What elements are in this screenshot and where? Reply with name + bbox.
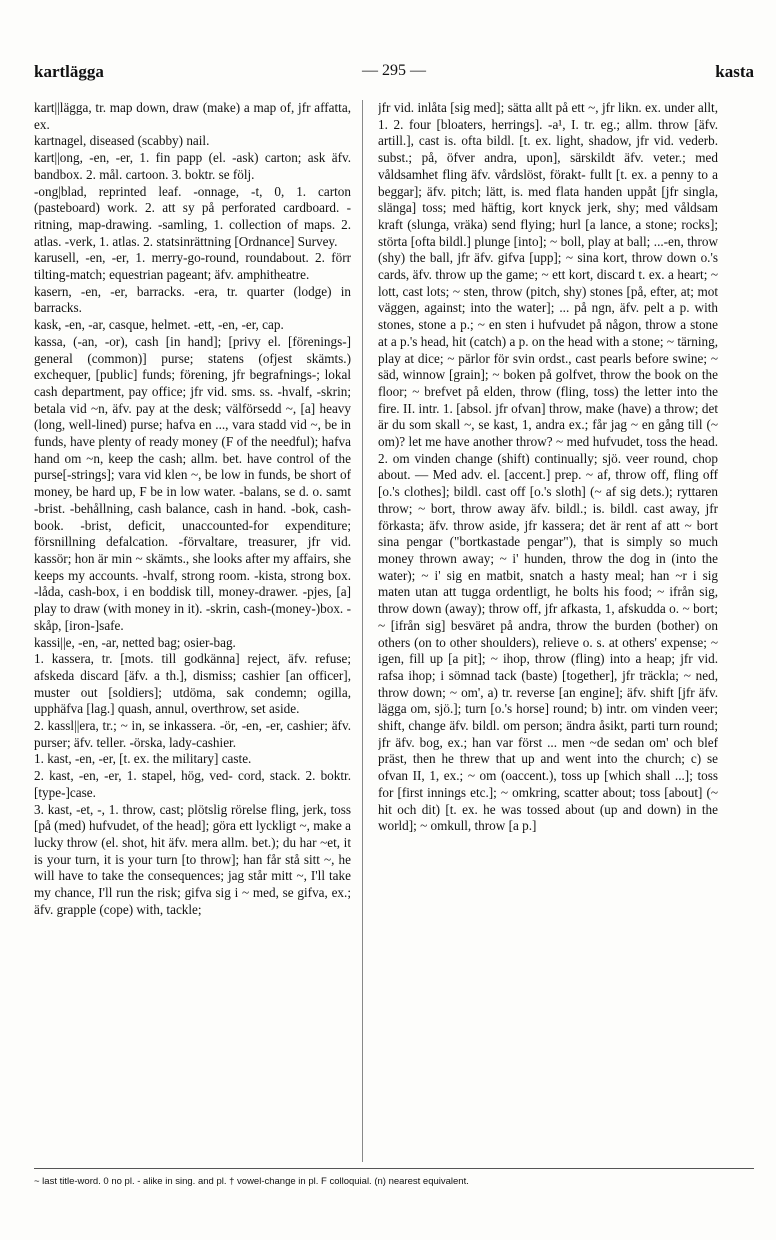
dictionary-entry: kasern, -en, -er, barracks. -era, tr. quarter (lodge) in barracks. — [34, 283, 351, 316]
footer-legend: ~ last title-word. 0 no pl. - alike in sing. and pl. † vowel-change in pl. F colloquial. (n) nearest equivalent. — [34, 1176, 469, 1187]
page-header — [34, 62, 754, 86]
dictionary-entry: karusell, -en, -er, 1. merry-go-round, roundabout. 2. förr tilting-match; equestrian pageant; äfv. amphitheatre. — [34, 250, 351, 283]
dictionary-entry: kask, -en, -ar, casque, helmet. -ett, -en, -er, cap. — [34, 317, 284, 333]
dictionary-entry: 1. kassera, tr. [mots. till godkänna] reject, äfv. refuse; afskeda discard [äfv. a th.], dismiss; cashier [an officer], muster out [soldiers]; utdöma, sak condemn; ogilla, upphäfva [lag.] quash, annul, overthrow, set aside. — [34, 651, 351, 717]
dictionary-entry: kassa, (-an, -or), cash [in hand]; [privy el. [förenings-] general (common)] purse; statens (ofjest skämts.) exchequer, [public] funds; förening, jfr begrafnings-; lokal cash department, pay office; jfr vid. sms. ss. -hvalf, -skrin; betala vid ~n, äfv. pay at the desk; välförsedd ~, [a] heavy (long, well-lined) purse; hafva en ..., vara stadd vid ~, be in funds, have plenty of ready money (F of the needful); hafva hand om ~n, keep the cash; allm. bet. have control of the purse[-strings]; vara vid klen ~, be low in funds, be short of money, be hard up, F be in low water. -balans, se d. o. samt -brist. -behållning, cash balance, cash in hand. -bok, cash-book. -brist, deficit, unaccounted-for expenditure; försnillning defalcation. -förvaltare, treasurer, jfr vid. kassör; hon är min ~ skämts., she looks after my affairs, she keeps my accounts. -hvalf, strong room. -kista, strong box. -låda, cash-box, i en boddisk till, money-drawer. -pjes, [a] play to draw (with money in it). -skrin, cash-(money-)box. -skåp, [iron-]safe. — [34, 333, 351, 633]
dictionary-entry: kart||ong, -en, -er, 1. fin papp (el. -ask) carton; ask äfv. bandbox. 2. mål. cartoon. 3. boktr. se följ. — [34, 150, 351, 182]
dictionary-entry: 2. kassl||era, tr.; ~ in, se inkassera. -ör, -en, -er, cashier; äfv. purser; äfv. teller. -örska, lady-cashier. — [34, 718, 351, 750]
header-left-guide-word: kartlägga — [34, 62, 104, 81]
dictionary-entry: kartnagel, diseased (scabby) nail. — [34, 133, 210, 149]
header-right-guide-word: kasta — [715, 62, 754, 81]
page-number: — 295 — — [362, 62, 426, 79]
left-column — [34, 100, 351, 1166]
dictionary-entry: jfr vid. inlåta [sig med]; sätta allt på ett ~, jfr likn. ex. under allt, 1. 2. four [bloaters, herrings]. -a¹, I. tr. eg.; allm. throw [äfv. artill.], cast is. ofta bildl. [t. ex. light, shadow, jfr vid. vederb. subst.; på, öfver andra, upon], särskildt äfv. veter.; med våldsamhet fling äfv. vårdslöst, förakt- fullt [t. ex. a penny to a beggar]; äfv. pitch; lätt, is. med flata handen uppåt [jfr singla, slänga] toss; med häftig, kort knyck jerk, shy; med våldsam kraft (slunga, vräka) send flying; hurl [a lance, a stone; rocks]; störta [ofta bildl.] plunge [into]; ~ boll, play at ball; ...-en, throw (shy) the ball, jfr äfv. gifva [upp]; ~ sina kort, throw down o.'s cards, äfv. throw up the game; ~ ett kort, discard t. ex. a heart; ~ lott, cast lots; ~ sten, throw (pitch, shy) stones [på, efter, at; mot väggen, against; into the water]; ... på ngn, äfv. pelt a p. with stones, stone a p.; ~ en sten i hufvudet på någon, throw a stone at a p.'s head, hit (catch) a p. on the head with a stone; ~ tärning, play at dice; ~ pärlor för svin ordst., cast pearls before swine; ~ säd, winnow [grain]; ~ boken på golfvet, throw the book on the floor; ~ brefvet på elden, throw (fling, toss) the letter into the fire. II. intr. 1. [absol. jfr ofvan] throw, make (have) a throw; det är du som skall ~, se kast, 1, andra ex.; får jag ~ en gång till (~ om)? let me have another throw? ~ med hufvudet, toss the head. 2. om vinden change (shift) continually; sjö. veer round, chop about. — Med adv. el. [accent.] prep. ~ af, throw off, fling off [o.'s clothes]; bildl. cast off [o.'s sloth] (~ af sig dets.); ryttaren throw; ~ bort, throw away äfv. bildl.; is. bildl. cast away, jfr förkasta; äfv. throw aside, jfr kassera; det är rent af att ~ bort sina pengar ("bortkastade pengar"), that is simply so much money thrown away; ~ i' hunden, throw the dog in (into the water); ~ i' sig en matbit, snatch a hasty meal; han ~r i sig maten utan att tugga ordentligt, he bolts his food; ~ ifrån sig, throw down (away); throw off, jfr afkasta, 1, afskudda o. ~ bort; ~ [ifrån sig] besväret på andra, throw the burden (bother) on others (on to other shoulders), relieve o. s. at others' expense; ~ igen, fill up [a pit]; ~ ihop, throw (fling) into a heap; jfr vid. rafsa ihop; i sömnad tack (baste) [together], jfr träckla; ~ ned, throw down; ~ om', a) tr. reverse [an engine]; äfv. shift [jfr äfv. lägga om, sjö.]; turn [o.'s horse] round; b) intr. om vinden veer; shift, change äfv. bildl. om person; ändra åsikt, parti turn round; jfr äfv. bog, ex.; han var först ... men ~de sedan om' och blef präst, then he threw that up and went into the church; c) se ofvan II, 1, ex.; ~ om (oaccent.), toss up [which shall ...]; toss for [first innings etc.]; ~ omkring, scatter about; toss [about] (~ hit och dit) [t. ex. he was tossed about (up and down) in the world]; ~ omkull, throw [a p.] — [378, 100, 718, 834]
dictionary-entry: kart||lägga, tr. map down, draw (make) a map of, jfr affatta, ex. — [34, 100, 351, 132]
right-column — [378, 100, 718, 1166]
dictionary-entry: -ong|blad, reprinted leaf. -onnage, -t, 0, 1. carton (pasteboard) work. 2. att sy på perforated cardboard. -ritning, map-drawing. -samling, 1. collection of maps. 2. atlas. -verk, 1. atlas. 2. statsinrättning [Ordnance] Survey. — [34, 183, 351, 249]
dictionary-entry: 1. kast, -en, -er, [t. ex. the military] caste. — [34, 751, 252, 767]
footer-divider — [34, 1168, 754, 1169]
dictionary-entry: 3. kast, -et, -, 1. throw, cast; plötslig rörelse fling, jerk, toss [på (med) hufvudet, of the head]; göra ett lyckligt ~, make a lucky throw (el. shot, hit äfv. mera allm. bet.); du har ~et, it is your turn, it is your turn [to throw]; han får stå sitt ~, he will have to take the consequences; jag står mitt ~, I'll take my chance, I'll run the risk; gifva sig i ~ med, se gifva, ex.; äfv. grapple (cope) with, tackle; — [34, 801, 351, 917]
dictionary-entry: kassi||e, -en, -ar, netted bag; osier-bag. — [34, 634, 236, 650]
dictionary-entry: 2. kast, -en, -er, 1. stapel, hög, ved- cord, stack. 2. boktr. [type-]case. — [34, 768, 351, 800]
column-divider — [362, 100, 363, 1162]
